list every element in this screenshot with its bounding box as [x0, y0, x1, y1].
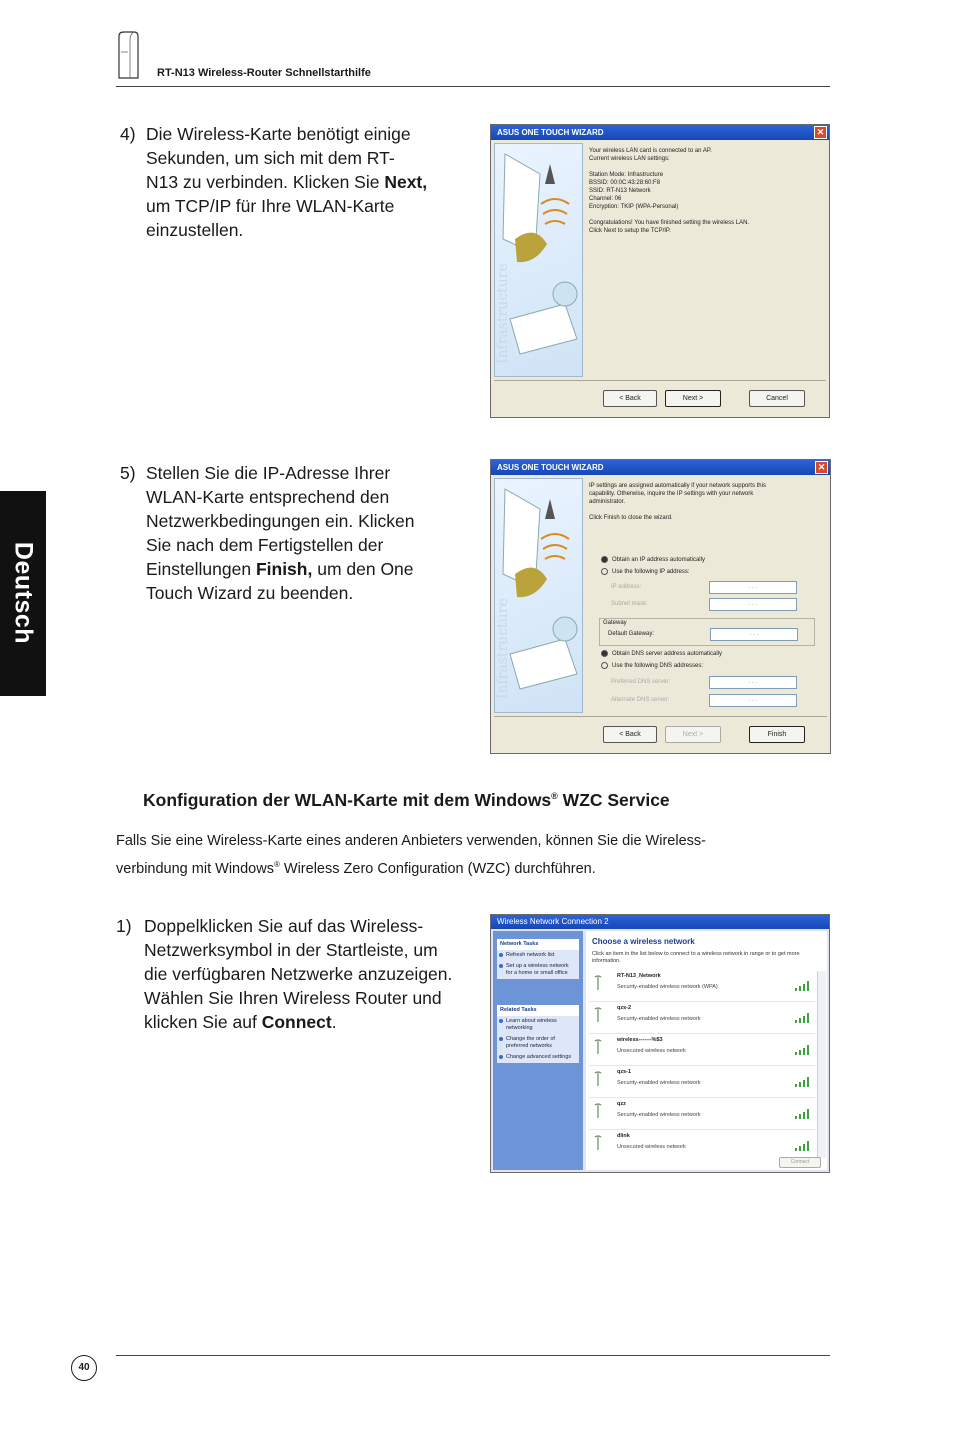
text-line: Falls Sie eine Wireless-Karte eines anderen Anbieters verwenden, können Sie die Wireless- — [116, 833, 706, 849]
message-line: Current wireless LAN settings: — [589, 156, 670, 162]
bold-run: Connect — [261, 1012, 332, 1032]
intro-paragraph — [116, 829, 806, 881]
network-security: Security-enabled wireless network — [617, 1016, 701, 1022]
wzc-screenshot — [490, 914, 830, 1173]
option-label: Obtain DNS server address automatically — [612, 651, 723, 658]
subnet-mask-field[interactable]: . . . — [709, 598, 797, 611]
header-divider — [116, 86, 830, 87]
network-security: Security-enabled wireless network — [617, 1112, 701, 1118]
network-security: Security-enabled wireless network — [617, 1080, 701, 1086]
text-line: die verfügbaren Netzwerke anzuzeigen. — [144, 964, 453, 984]
network-list-item[interactable] — [589, 1035, 815, 1063]
radio-icon — [601, 662, 608, 669]
message-line: capability. Otherwise, inquire the IP settings with your network — [589, 491, 754, 497]
window-titlebar — [491, 460, 830, 475]
step-1 — [116, 914, 476, 1040]
window-title: Wireless Network Connection 2 — [497, 917, 609, 926]
wireless-antenna-icon — [593, 975, 603, 991]
section-heading — [143, 790, 670, 811]
network-list-item[interactable] — [589, 1003, 815, 1031]
wizard-message — [589, 482, 822, 522]
option-label: Use the following DNS addresses: — [612, 663, 704, 670]
related-order-link[interactable]: Change the order of preferred networks — [497, 1034, 579, 1052]
text-line — [146, 557, 415, 581]
wizard-screenshot-connected — [490, 124, 830, 418]
divider — [494, 380, 826, 381]
related-tasks-panel — [497, 1005, 579, 1063]
dns2-field[interactable]: . . . — [709, 694, 797, 707]
text-line: Die Wireless-Karte benötigt einige — [146, 124, 411, 144]
network-name: dlink — [617, 1133, 630, 1139]
text-line: einzustellen. — [146, 220, 244, 240]
message-line: Click Finish to close the wizard. — [589, 515, 673, 521]
close-icon[interactable]: ✕ — [814, 126, 827, 139]
task-refresh-link[interactable]: Refresh network list — [497, 950, 579, 961]
list-separator — [589, 1065, 815, 1066]
bold-run: Next, — [384, 172, 428, 192]
option-label: Use the following IP address: — [612, 569, 690, 576]
radio-icon — [601, 650, 608, 657]
text-line: Doppelklicken Sie auf das Wireless- — [144, 916, 424, 936]
network-name: qzs-1 — [617, 1069, 632, 1075]
wizard-illustration — [494, 478, 583, 713]
window-title: ASUS ONE TOUCH WIZARD — [497, 463, 604, 472]
bold-run: Finish, — [255, 559, 313, 579]
finish-button[interactable]: Finish — [749, 726, 805, 743]
message-line: BSSID: 00:0C:43:28:60:F8 — [589, 180, 661, 186]
step-number: 5) — [120, 463, 136, 483]
wireless-antenna-icon — [593, 1007, 603, 1023]
list-separator — [589, 1033, 815, 1034]
network-tasks-panel — [497, 939, 579, 979]
network-name: qzz — [617, 1101, 626, 1107]
heading-text: WZC Service — [557, 790, 670, 810]
next-button[interactable]: Next > — [665, 390, 721, 407]
wireless-antenna-icon — [593, 1135, 603, 1151]
radio-icon — [601, 568, 608, 575]
text-line: Netzwerksymbol in der Startleiste, um — [144, 940, 438, 960]
message-line: Channel: 06 — [589, 196, 622, 202]
registered-mark: ® — [273, 860, 280, 869]
back-button[interactable]: < Back — [603, 726, 657, 743]
mask-label: Subnet mask: — [611, 601, 648, 607]
footer-divider — [116, 1355, 830, 1356]
text-line: WLAN-Karte entsprechend den — [146, 487, 390, 507]
text-line: Touch Wizard zu beenden. — [146, 583, 354, 603]
network-list-item[interactable] — [589, 1131, 815, 1159]
heading-text: Konfiguration der WLAN-Karte mit dem Windows — [143, 790, 552, 810]
signal-strength-icon — [795, 1013, 811, 1023]
radio-manual-dns[interactable] — [601, 662, 703, 669]
network-security: Security-enabled wireless network (WPA) — [617, 984, 718, 990]
text-run: Wireless Zero Configuration (WZC) durchführen. — [279, 860, 596, 877]
wzc-intro: Click an item in the list below to connect to a wireless network in range or to get more information. — [592, 951, 800, 964]
ip-address-field[interactable]: . . . — [709, 581, 797, 594]
step-number: 4) — [120, 124, 136, 144]
wzc-network-list-pane — [586, 931, 827, 1170]
message-line — [589, 211, 821, 219]
wireless-antenna-icon — [593, 1039, 603, 1055]
text-run: . — [331, 1012, 337, 1032]
page-number: 40 — [71, 1355, 97, 1381]
laptop-illustration-icon — [495, 144, 582, 374]
wireless-antenna-icon — [593, 1103, 603, 1119]
option-label: Obtain an IP address automatically — [612, 557, 705, 564]
task-setup-link[interactable]: Set up a wireless network for a home or small office — [497, 961, 579, 979]
panel-header: Network Tasks — [497, 939, 579, 950]
message-line: administrator. — [589, 499, 626, 505]
back-button[interactable]: < Back — [603, 390, 657, 407]
message-line: Congratulations! You have finished setting the wireless LAN. — [589, 220, 750, 226]
message-line: Click Next to setup the TCP/IP. — [589, 228, 671, 234]
step-text — [144, 914, 452, 1034]
language-tab-label: Deutsch — [9, 541, 38, 645]
group-title: Gateway — [603, 620, 627, 626]
scrollbar[interactable] — [817, 971, 826, 1158]
text-run: N13 zu verbinden. Klicken Sie — [146, 172, 385, 192]
message-line — [589, 506, 822, 514]
list-separator — [589, 1129, 815, 1130]
ip-label: IP address: — [611, 584, 642, 590]
network-list — [586, 971, 827, 1158]
signal-strength-icon — [795, 1141, 811, 1151]
text-line — [116, 853, 806, 881]
text-line: um TCP/IP für Ihre WLAN-Karte — [146, 196, 395, 216]
language-tab — [0, 491, 46, 696]
text-run: verbindung mit Windows — [116, 860, 274, 877]
wzc-heading: Choose a wireless network — [592, 937, 695, 946]
window-titlebar — [491, 915, 829, 929]
network-security: Unsecured wireless network — [617, 1144, 686, 1150]
network-name: wireless-------%$3 — [617, 1037, 663, 1043]
related-advanced-link[interactable]: Change advanced settings — [497, 1052, 579, 1063]
list-separator — [589, 1097, 815, 1098]
next-button[interactable]: Next > — [665, 726, 721, 743]
signal-strength-icon — [795, 1109, 811, 1119]
related-learn-link[interactable]: Learn about wireless networking — [497, 1016, 579, 1034]
gateway-field[interactable]: . . . — [710, 628, 798, 641]
text-line: Sie nach dem Fertigstellen der — [146, 535, 384, 555]
signal-strength-icon — [795, 1077, 811, 1087]
step-5 — [120, 461, 465, 611]
wireless-antenna-icon — [593, 1071, 603, 1087]
gateway-label: Default Gateway: — [608, 631, 655, 637]
network-security: Unsecured wireless network — [617, 1048, 686, 1054]
network-list-item[interactable] — [589, 1099, 815, 1127]
laptop-illustration-icon — [495, 479, 582, 709]
gateway-group — [599, 618, 815, 646]
cancel-button[interactable]: Cancel — [749, 390, 805, 407]
svg-text:Infrastructure: Infrastructure — [495, 598, 511, 699]
message-line: IP settings are assigned automatically if your network supports this — [589, 483, 766, 489]
text-run: Einstellungen — [146, 559, 256, 579]
text-run: um den One — [312, 559, 414, 579]
text-line — [144, 1010, 452, 1034]
wizard-message — [589, 147, 821, 235]
radio-auto-ip[interactable] — [601, 556, 705, 563]
svg-text:Infrastructure: Infrastructure — [495, 263, 511, 364]
network-name: RT-N13_Network — [617, 973, 661, 979]
window-title: ASUS ONE TOUCH WIZARD — [497, 128, 604, 137]
message-line — [589, 163, 821, 171]
radio-icon — [601, 556, 608, 563]
list-separator — [589, 1001, 815, 1002]
text-line: Wählen Sie Ihren Wireless Router und — [144, 988, 442, 1008]
message-line: Your wireless LAN card is connected to an AP. — [589, 148, 712, 154]
radio-manual-ip[interactable] — [601, 568, 690, 575]
wzc-task-pane — [493, 931, 583, 1170]
text-line — [146, 170, 427, 194]
step-text — [146, 461, 415, 605]
step-text — [146, 122, 427, 242]
divider — [494, 716, 827, 717]
network-list-item[interactable] — [589, 1067, 815, 1095]
network-list-item[interactable] — [589, 971, 815, 999]
wizard-screenshot-ip-settings — [490, 459, 831, 754]
step-number: 1) — [116, 916, 132, 936]
radio-auto-dns[interactable] — [601, 650, 722, 657]
close-icon[interactable]: ✕ — [815, 461, 828, 474]
message-line: Encryption: TKIP (WPA-Personal) — [589, 204, 679, 210]
header-title: RT-N13 Wireless-Router Schnellstarthilfe — [157, 67, 371, 79]
window-titlebar — [491, 125, 829, 140]
step-4 — [120, 122, 460, 246]
text-line: Sekunden, um sich mit dem RT- — [146, 148, 395, 168]
message-line: Station Mode: Infrastructure — [589, 172, 664, 178]
dns2-label: Alternate DNS server: — [611, 697, 670, 703]
panel-header: Related Tasks — [497, 1005, 579, 1016]
text-run: klicken Sie auf — [144, 1012, 262, 1032]
network-name: qzs-2 — [617, 1005, 632, 1011]
wizard-illustration — [494, 143, 583, 377]
router-icon — [116, 30, 140, 82]
registered-mark: ® — [551, 791, 558, 802]
dns1-field[interactable]: . . . — [709, 676, 797, 689]
signal-strength-icon — [795, 981, 811, 991]
dns1-label: Preferred DNS server: — [611, 679, 671, 685]
signal-strength-icon — [795, 1045, 811, 1055]
message-line: SSID: RT-N13 Network — [589, 188, 651, 194]
connect-button[interactable]: Connect — [779, 1157, 821, 1168]
text-line: Stellen Sie die IP-Adresse Ihrer — [146, 463, 391, 483]
text-line: Netzwerkbedingungen ein. Klicken — [146, 511, 415, 531]
